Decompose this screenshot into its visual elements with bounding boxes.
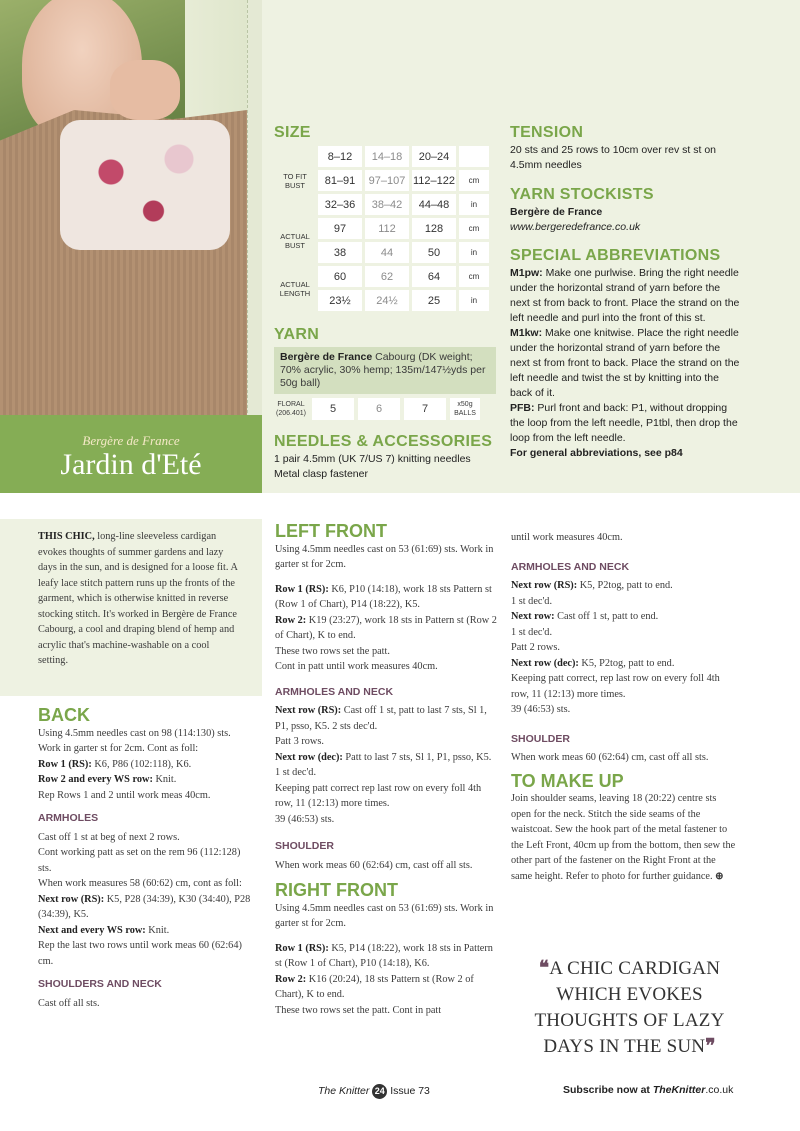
yarn-amount: 7 <box>404 398 446 420</box>
size-value: 112 <box>365 218 409 239</box>
back-column: BACK Using 4.5mm needles cast on 98 (114:130) sts. Work in garter st for 2cm. Cont as foll: Row 1 (RS): K6, P86 (102:118), K6. Row 2 and every WS row: Knit. Rep Rows 1 and 2 until work meas 40cm. ARMHOLES Cast off 1 st at beg of next 2 rows. Cont working patt as set on the rem 96 (112:128) sts. When work measures 58 (60:62) cm, cont as foll: Next row (RS): K5, P28 (34:39), K30 (34:40), P28 (34:39), K5. Next and every WS row: Knit. Rep the last two rows until work meas 60 (62:64) cm. SHOULDERS AND NECK Cast off all sts. <box>38 705 251 1009</box>
pull-quote <box>512 956 747 1060</box>
size-unit <box>459 146 489 167</box>
abbrev-heading: SPECIAL ABBREVIATIONS <box>510 247 721 264</box>
yarn-shade: FLORAL (206.401) <box>276 401 306 417</box>
stockist-name: Bergère de France <box>510 206 603 218</box>
shoulder-heading: SHOULDER <box>275 840 334 852</box>
needles-line: Metal clasp fastener <box>274 468 368 480</box>
floral-top <box>60 120 230 250</box>
size-row-label: ACTUAL BUST <box>280 231 310 250</box>
size-value: 128 <box>412 218 456 239</box>
size-value: 60 <box>318 266 362 287</box>
size-value: 32–36 <box>318 194 362 215</box>
size-table <box>272 143 492 314</box>
title-box <box>0 415 262 493</box>
size-value: 14–18 <box>365 146 409 167</box>
size-value: 38–42 <box>365 194 409 215</box>
yarn-unit: x50g BALLS <box>450 398 480 420</box>
yarn-amount: 5 <box>312 398 354 420</box>
back-heading: BACK <box>38 705 90 725</box>
yarn-amount: 6 <box>358 398 400 420</box>
size-value: 62 <box>365 266 409 287</box>
yarn-amounts <box>274 398 496 420</box>
general-abbrev-note: For general abbreviations, see p84 <box>510 447 683 459</box>
abbrev-item: M1kw: Make one knitwise. Place the right needle under the horizontal strand of yarn before the next st from front to back. Place the strand on the left needle and twist the st by knitting into the back of it. <box>510 327 740 399</box>
yarn-heading: YARN <box>274 326 320 343</box>
size-row-label: TO FIT BUST <box>283 171 307 190</box>
tension-text: 20 sts and 25 rows to 10cm over rev st st on 4.5mm needles <box>510 144 717 171</box>
intro-body: long-line sleeveless cardigan evokes thoughts of summer gardens and lazy days in the sun, and is designed for a loose fit. A leafy lace stitch pattern runs up the fronts of the garment, which is otherwise knitted in reverse stocking stitch. It's worked in Bergère de France Cabourg, a cool and draping blend of hemp and acrylic that's machine-washable on a cool setting. <box>38 531 238 666</box>
size-unit: cm <box>459 170 489 191</box>
stockists-info <box>510 205 740 235</box>
specs-panel <box>262 0 800 493</box>
size-unit: in <box>459 194 489 215</box>
size-unit: cm <box>459 218 489 239</box>
stockists-heading: YARN STOCKISTS <box>510 186 654 203</box>
size-value: 64 <box>412 266 456 287</box>
subscribe-link[interactable]: TheKnitter <box>652 1084 706 1096</box>
size-unit: in <box>459 242 489 263</box>
brand-name: Bergère de France <box>82 433 180 448</box>
right-column: until work measures 40cm. ARMHOLES AND NECK Next row (RS): K5, P2tog, patt to end. 1 st dec'd. Next row: Cast off 1 st, patt to end. 1 st dec'd. Patt 2 rows. Next row (dec): K5, P2tog, patt to end. Keeping patt correct, rep last row on every foll 4th row, 11 (12:13) more times. 39 (46:53) sts. SHOULDER When work meas 60 (62:64) cm, cast off all sts. TO MAKE UP Join shoulder seams, leaving 18 (20:22) centre sts open for the neck. Stitch the side seams of the waistcoat. Sew the hook part of the metal fastener to the Left Front, 40cm up from the bottom, then sew the other part of the fastener on the Right Front at the same height. Refer to photo for further guidance. ⊕ <box>511 530 737 884</box>
yarn-spec: Cabourg (DK weight; 70% acrylic, 30% hemp; 135m/147½yds per 50g ball) <box>280 351 486 389</box>
needles-heading: NEEDLES & ACCESSORIES <box>274 433 493 450</box>
size-value: 44–48 <box>412 194 456 215</box>
pattern-title: Jardin d'Eté <box>60 448 202 481</box>
abbrev-item: PFB: Purl front and back: P1, without dropping the loop from the left needle, P1tbl, then drop the loop from the left needle. <box>510 402 738 444</box>
armholes-neck-heading: ARMHOLES AND NECK <box>511 560 630 573</box>
tension-heading: TENSION <box>510 124 584 141</box>
intro-text <box>0 519 262 696</box>
size-unit: cm <box>459 266 489 287</box>
quote-text: A CHIC CARDIGAN WHICH EVOKES THOUGHTS OF LAZY DAYS IN THE SUN <box>534 958 725 1057</box>
size-value: 112–122 <box>412 170 456 191</box>
footer-right: Subscribe now at TheKnitter.co.uk <box>563 1084 734 1096</box>
abbrev-item: M1pw: Make one purlwise. Bring the right needle under the horizontal strand of yarn before the next st from back to front. Place the strand on the left needle and purl into the front of this st. <box>510 267 740 324</box>
size-value: 44 <box>365 242 409 263</box>
make-up-text: Join shoulder seams, leaving 18 (20:22) centre sts open for the neck. Stitch the side seams of the waistcoat. Sew the hook part of the metal fastener to the Left Front, 40cm up from the bottom, then sew the other part of the fastener on the Right Front at the same height. Refer to photo for further guidance. ⊕ <box>511 793 736 882</box>
page-number: 24 <box>372 1084 387 1099</box>
right-front-heading: RIGHT FRONT <box>275 880 398 900</box>
shoulders-neck-heading: SHOULDERS AND NECK <box>38 978 162 990</box>
size-row <box>275 266 489 287</box>
yarn-block <box>274 347 496 420</box>
open-quote-icon: ❝ <box>538 958 550 979</box>
size-row-label: ACTUAL LENGTH <box>279 279 311 298</box>
needles-line: 1 pair 4.5mm (UK 7/US 7) knitting needles <box>274 453 471 465</box>
shoulder-heading: SHOULDER <box>511 732 570 745</box>
size-value: 97 <box>318 218 362 239</box>
abbrev-list <box>510 266 742 461</box>
needles-list <box>274 452 504 482</box>
size-row <box>275 218 489 239</box>
armholes-heading: ARMHOLES <box>38 812 99 824</box>
make-up-heading: TO MAKE UP <box>511 770 624 791</box>
size-heading: SIZE <box>274 124 311 141</box>
footer-left <box>318 1084 430 1099</box>
size-value: 25 <box>412 290 456 311</box>
model-hand <box>110 60 180 120</box>
size-value: 38 <box>318 242 362 263</box>
size-value: 8–12 <box>318 146 362 167</box>
front-column: LEFT FRONT Using 4.5mm needles cast on 53 (61:69) sts. Work in garter st for 2cm. Row 1 (RS): K6, P10 (14:18), work 18 sts Pattern st (Row 1 of Chart), P14 (18:22), K5. Row 2: K19 (23:27), work 18 sts in Pattern st (Row 2 of Chart), K to end. These two rows set the patt. Cont in patt until work measures 40cm. ARMHOLES AND NECK Next row (RS): Cast off 1 st, patt to last 7 sts, Sl 1, P1, psso, K5. 2 sts dec'd. Patt 3 rows. Next row (dec): Patt to last 7 sts, Sl 1, P1, psso, K5. 1 st dec'd. Keeping patt correct rep last row on every foll 4th row, 11 (12:13) more times. 39 (46:53) sts. SHOULDER When work meas 60 (62:64) cm, cast off all sts. RIGHT FRONT Using 4.5mm needles cast on 53 (61:69) sts. Work in garter st for 2cm. Row 1 (RS): K5, P14 (18:22), work 18 sts in Pattern st (Row 1 of Chart), P10 (14:18), K6. Row 2: K16 (20:24), 18 sts Pattern st (Row 2 of Chart), K to end. These two rows set the patt. Cont in patt <box>275 521 497 1016</box>
armholes-neck-heading: ARMHOLES AND NECK <box>275 685 394 698</box>
size-value: 20–24 <box>412 146 456 167</box>
intro-lead: THIS CHIC, <box>38 531 95 542</box>
magazine-name: The Knitter <box>318 1085 370 1097</box>
size-value: 24½ <box>365 290 409 311</box>
size-unit: in <box>459 290 489 311</box>
model-photo <box>0 0 247 415</box>
left-front-heading: LEFT FRONT <box>275 521 387 541</box>
size-value: 81–91 <box>318 170 362 191</box>
issue-number: Issue 73 <box>390 1085 430 1097</box>
end-mark-icon: ⊕ <box>715 870 724 882</box>
size-row <box>275 146 489 167</box>
close-quote-icon: ❞ <box>705 1036 716 1057</box>
yarn-description <box>274 347 496 394</box>
size-value: 23½ <box>318 290 362 311</box>
stockist-url[interactable]: www.bergeredefrance.co.uk <box>510 221 641 233</box>
size-value: 50 <box>412 242 456 263</box>
size-value: 97–107 <box>365 170 409 191</box>
yarn-brand: Bergère de France <box>280 351 373 363</box>
